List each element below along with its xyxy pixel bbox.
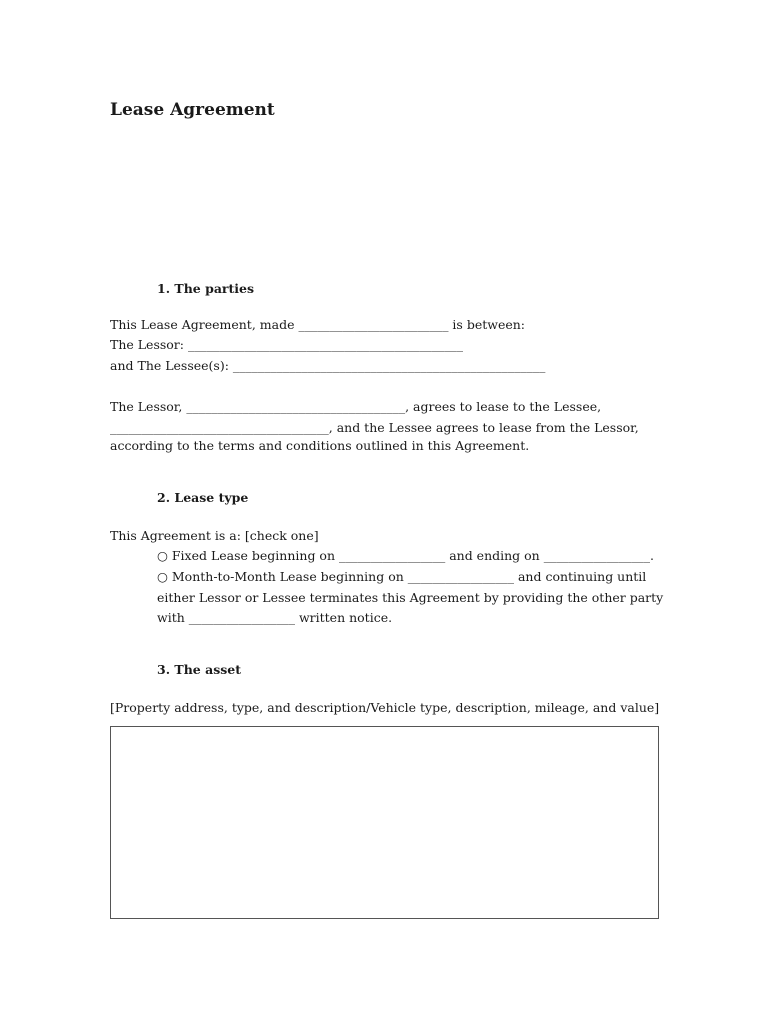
- document-title: Lease Agreement: [110, 100, 275, 120]
- text-line: This Lease Agreement, made ________________________ is between:: [110, 317, 525, 332]
- asset-description-box[interactable]: [110, 726, 659, 919]
- text-line: according to the terms and conditions outlined in this Agreement.: [110, 438, 530, 453]
- text-line: either Lessor or Lessee terminates this Agreement by providing the other party: [157, 590, 664, 605]
- text-line: The Lessor: ____________________________________________: [110, 337, 463, 352]
- section-heading-asset: 3. The asset: [157, 662, 241, 677]
- text-line: ___________________________________, and the Lessee agrees to lease from the Lessor,: [110, 420, 639, 435]
- text-line: with _________________ written notice.: [157, 610, 393, 625]
- section-heading-parties: 1. The parties: [157, 281, 255, 296]
- asset-instructions: [Property address, type, and description/Vehicle type, description, mileage, and value]: [110, 700, 660, 715]
- text-line: The Lessor, ___________________________________, agrees to lease to the Lessee,: [110, 399, 602, 414]
- option-fixed-lease: ○ Fixed Lease beginning on _________________ and ending on _________________.: [157, 548, 654, 563]
- section-heading-lease-type: 2. Lease type: [157, 490, 249, 505]
- option-month-to-month: ○ Month-to-Month Lease beginning on _________________ and continuing until: [157, 569, 647, 584]
- text-line: and The Lessee(s): __________________________________________________: [110, 358, 546, 373]
- text-line: This Agreement is a: [check one]: [110, 528, 319, 543]
